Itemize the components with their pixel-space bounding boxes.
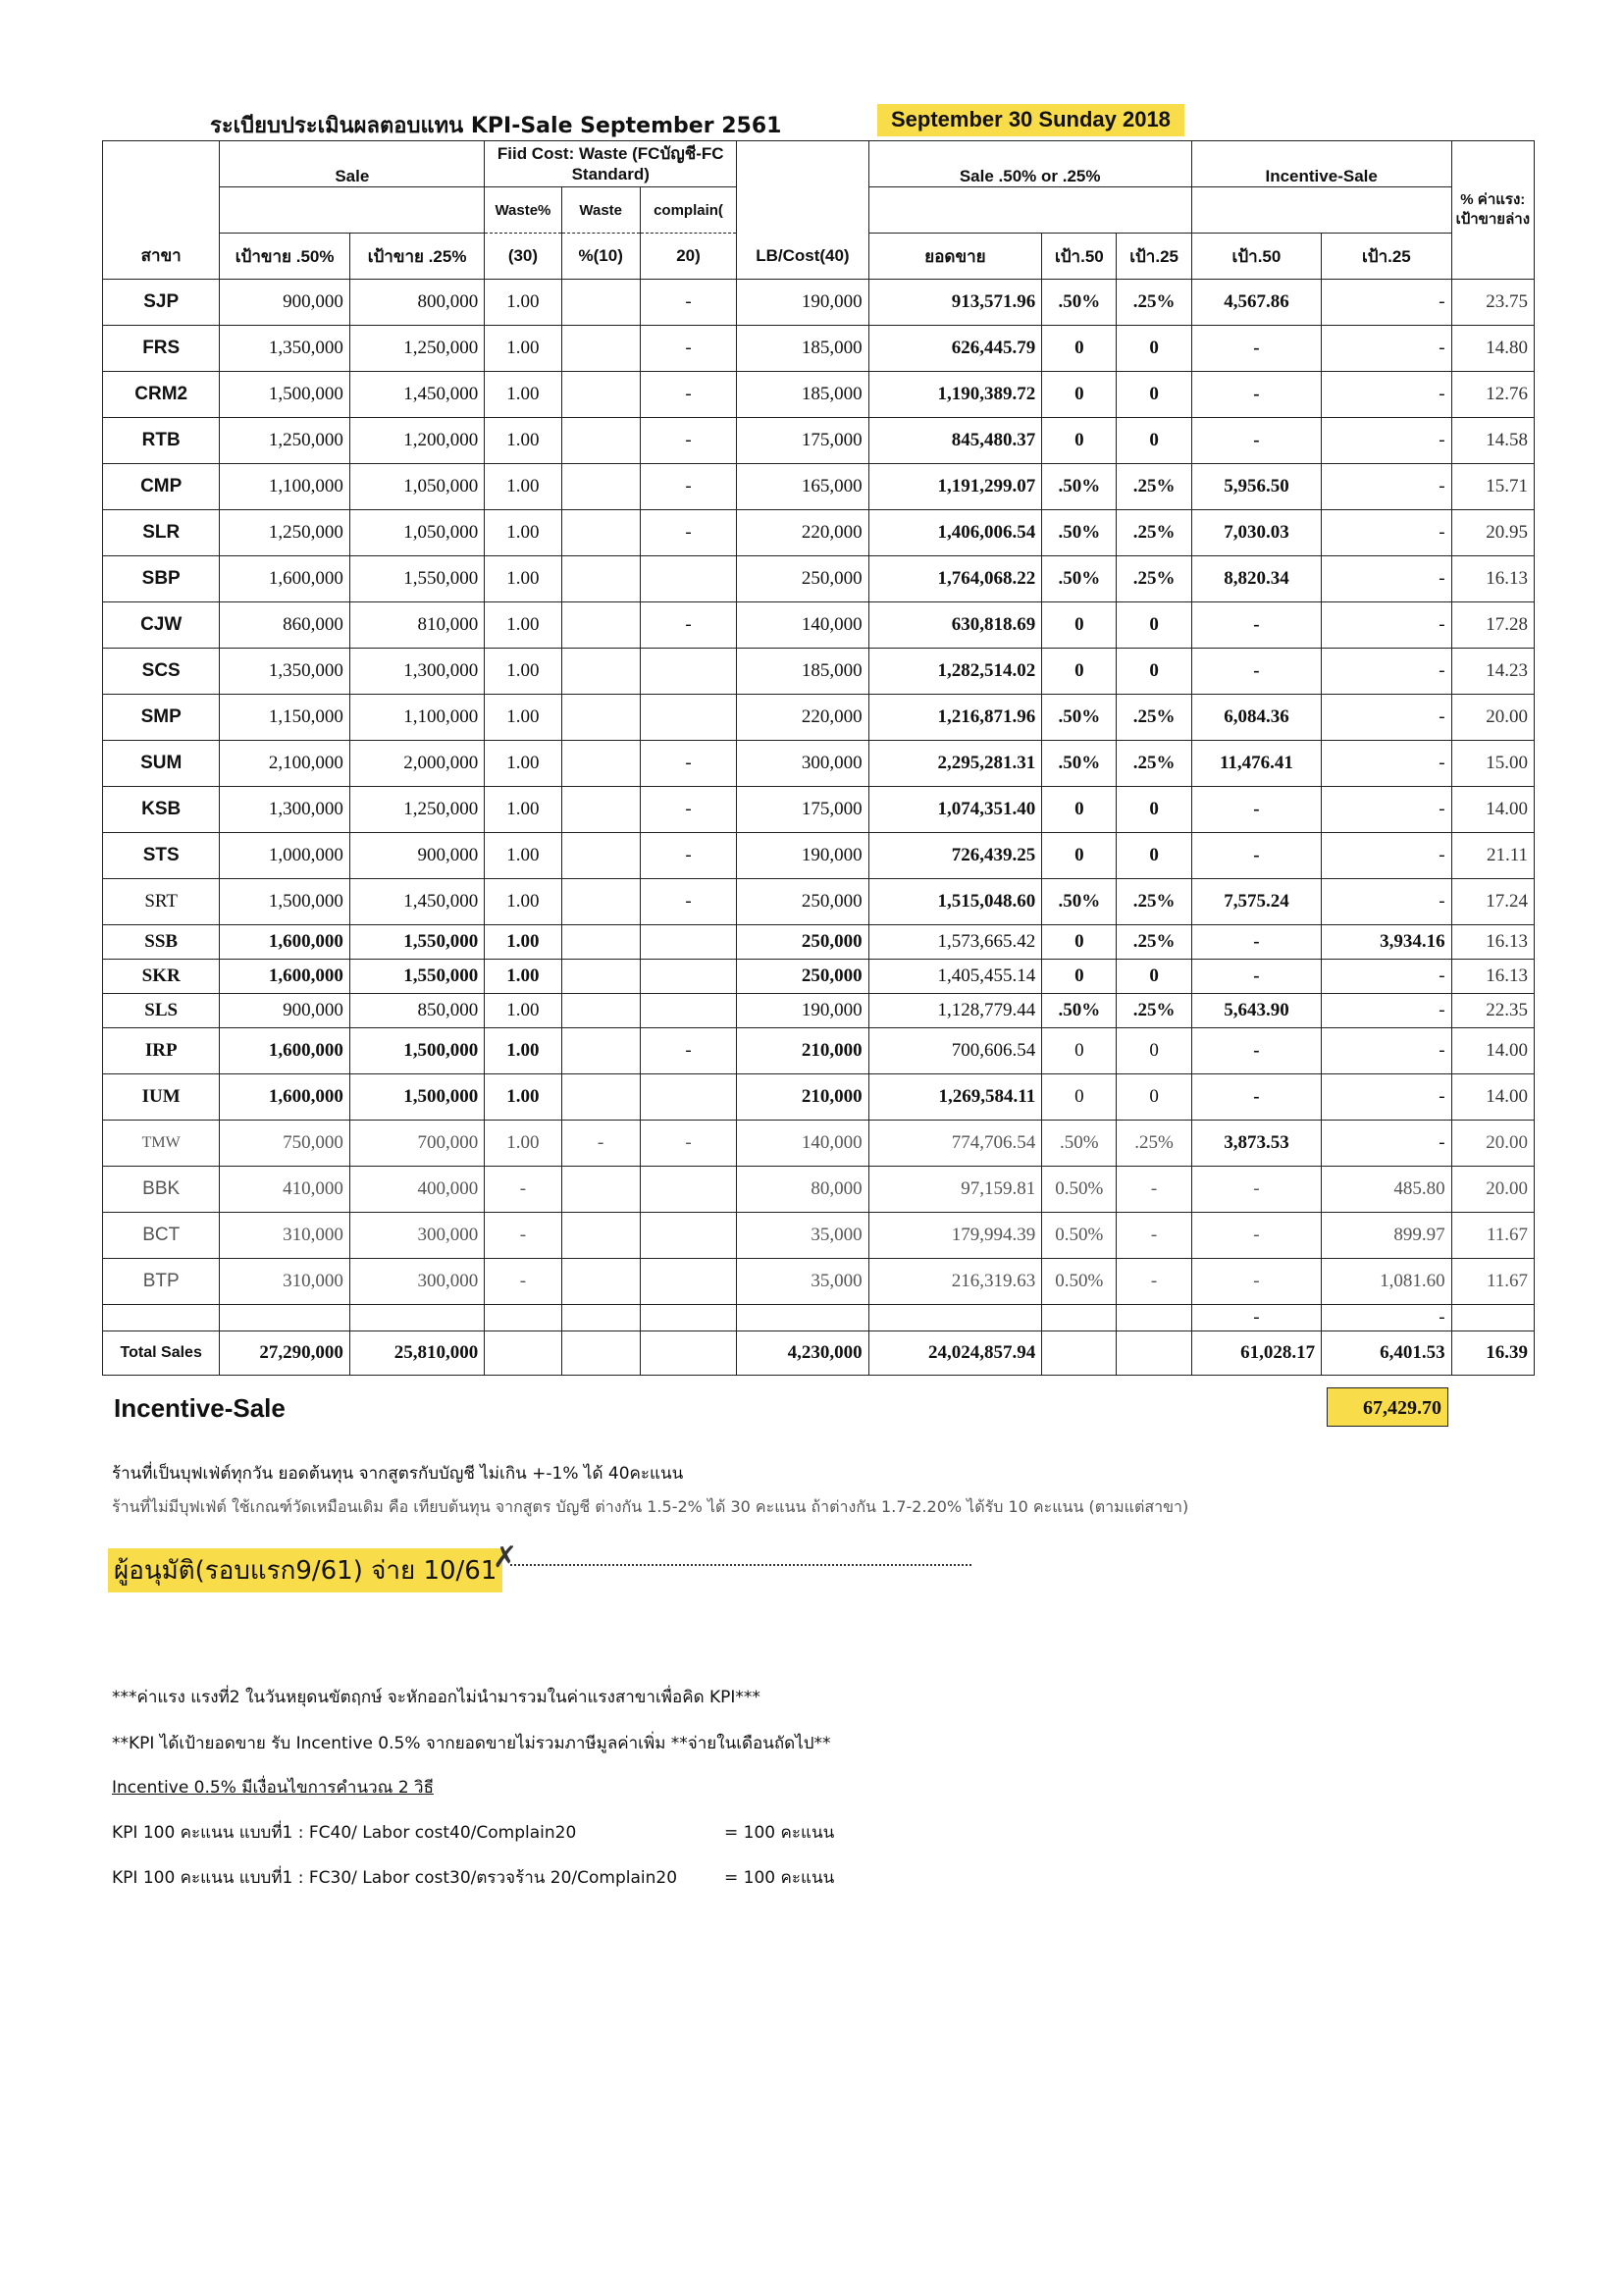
col-p50: เป้า.50 xyxy=(1042,234,1117,280)
col-fc-group: Fiid Cost: Waste (FCบัญชี-FC Standard) xyxy=(485,141,737,187)
col-waste-pct-b: (30) xyxy=(485,234,561,280)
note-labor: ***ค่าแรง แรงที่2 ในวันหยุดนขัตฤกษ์ จะหักออกไม่นำมารวมในค่าแรงสาขาเพื่อคิด KPI*** xyxy=(112,1688,760,1707)
incentive-total: 67,429.70 xyxy=(1327,1387,1448,1427)
col-target25: เป้าขาย .25% xyxy=(349,234,484,280)
note-kpi: **KPI ได้เป้ายอดขาย รับ Incentive 0.5% จากยอดขายไม่รวมภาษีมูลค่าเพิ่ม **จ่ายในเดือนถัดไป** xyxy=(112,1734,831,1753)
table-row: CRM2 1,500,000 1,450,000 1.00 - 185,000 1,190,389.72 0 0 - - 12.76 xyxy=(103,372,1535,418)
table-row: TMW 750,000 700,000 1.00 - - 140,000 774,706.54 .50% .25% 3,873.53 - 20.00 xyxy=(103,1121,1535,1167)
table-row: SLS 900,000 850,000 1.00 190,000 1,128,779.44 .50% .25% 5,643.90 - 22.35 xyxy=(103,994,1535,1028)
note-kpi-method-2-score: = 100 คะแนน xyxy=(724,1868,835,1888)
table-row: IRP 1,600,000 1,500,000 1.00 - 210,000 700,606.54 0 0 - - 14.00 xyxy=(103,1028,1535,1074)
approval-label: ผู้อนุมัติ(รอบแรก9/61) จ่าย 10/61 xyxy=(108,1548,502,1592)
note-kpi-method-1-score: = 100 คะแนน xyxy=(724,1823,835,1843)
col-labor: % ค่าแรง: เป้าขายล่าง xyxy=(1451,141,1534,280)
col-lbcost: LB/Cost(40) xyxy=(737,234,868,280)
col-sale-group: Sale xyxy=(220,141,485,187)
report-date: September 30 Sunday 2018 xyxy=(877,104,1184,136)
table-row: SSB 1,600,000 1,550,000 1.00 250,000 1,573,665.42 0 .25% - 3,934.16 16.13 xyxy=(103,925,1535,960)
col-complain-b: 20) xyxy=(640,234,736,280)
table-row: CJW 860,000 810,000 1.00 - 140,000 630,818.69 0 0 - - 17.28 xyxy=(103,602,1535,649)
header xyxy=(210,108,1250,139)
signature-line xyxy=(510,1564,971,1566)
col-i25: เป้า.25 xyxy=(1322,234,1451,280)
table-row: KSB 1,300,000 1,250,000 1.00 - 175,000 1,074,351.40 0 0 - - 14.00 xyxy=(103,787,1535,833)
col-sale-pct-group: Sale .50% or .25% xyxy=(868,141,1191,187)
note-kpi-method-2: KPI 100 คะแนน แบบที่1 : FC30/ Labor cost30/ตรวจร้าน 20/Complain20 xyxy=(112,1868,678,1888)
incentive-label: Incentive-Sale xyxy=(114,1393,286,1423)
check-mark-icon: ✗ xyxy=(493,1540,518,1575)
table-row-blank: - - xyxy=(103,1305,1535,1331)
col-waste-pct-a: Waste% xyxy=(485,187,561,234)
col-i50: เป้า.50 xyxy=(1191,234,1321,280)
table-row: SJP 900,000 800,000 1.00 - 190,000 913,571.96 .50% .25% 4,567.86 - 23.75 xyxy=(103,280,1535,326)
col-target50: เป้าขาย .50% xyxy=(220,234,349,280)
table-row: BTP 310,000 300,000 - 35,000 216,319.63 0.50% - - 1,081.60 11.67 xyxy=(103,1259,1535,1305)
col-waste10-b: %(10) xyxy=(561,234,640,280)
col-waste10-a: Waste xyxy=(561,187,640,234)
kpi-table xyxy=(102,140,1535,1376)
note-conditions: Incentive 0.5% มีเงื่อนไขการคำนวณ 2 วิธี xyxy=(112,1778,434,1798)
total-row: Total Sales 27,290,000 25,810,000 4,230,000 24,024,857.94 61,028.17 6,401.53 16.39 xyxy=(103,1331,1535,1376)
table-row: SKR 1,600,000 1,550,000 1.00 250,000 1,405,455.14 0 0 - - 16.13 xyxy=(103,960,1535,994)
table-row: SRT 1,500,000 1,450,000 1.00 - 250,000 1,515,048.60 .50% .25% 7,575.24 - 17.24 xyxy=(103,879,1535,925)
note-kpi-method-1: KPI 100 คะแนน แบบที่1 : FC40/ Labor cost40/Complain20 xyxy=(112,1823,577,1843)
note-non-buffet: ร้านที่ไม่มีบุฟเฟ่ต์ ใช้เกณฑ์วัดเหมือนเดิม คือ เทียบต้นทุน จากสูตร บัญชี ต่างกัน 1.5-2% ได้ 30 คะแนน ถ้าต่างกัน 1.7-2.20% ได้รับ 10 คะแนน (ตามแต่สาขา) xyxy=(112,1497,1189,1516)
table-row: IUM 1,600,000 1,500,000 1.00 210,000 1,269,584.11 0 0 - - 14.00 xyxy=(103,1074,1535,1121)
table-row: STS 1,000,000 900,000 1.00 - 190,000 726,439.25 0 0 - - 21.11 xyxy=(103,833,1535,879)
table-row: FRS 1,350,000 1,250,000 1.00 - 185,000 626,445.79 0 0 - - 14.80 xyxy=(103,326,1535,372)
table-row: BCT 310,000 300,000 - 35,000 179,994.39 0.50% - - 899.97 11.67 xyxy=(103,1213,1535,1259)
note-buffet: ร้านที่เป็นบุฟเฟ่ต์ทุกวัน ยอดต้นทุน จากสูตรกับบัญชี ไม่เกิน +-1% ได้ 40คะแนน xyxy=(112,1464,684,1484)
col-complain-a: complain( xyxy=(640,187,736,234)
table-row: SMP 1,150,000 1,100,000 1.00 220,000 1,216,871.96 .50% .25% 6,084.36 - 20.00 xyxy=(103,695,1535,741)
col-p25: เป้า.25 xyxy=(1117,234,1191,280)
table-row: CMP 1,100,000 1,050,000 1.00 - 165,000 1,191,299.07 .50% .25% 5,956.50 - 15.71 xyxy=(103,464,1535,510)
page-title: ระเบียบประเมินผลตอบแทน KPI-Sale September 2561 xyxy=(210,114,782,138)
col-incentive-group: Incentive-Sale xyxy=(1191,141,1451,187)
col-sales: ยอดขาย xyxy=(868,234,1042,280)
table-row: SLR 1,250,000 1,050,000 1.00 - 220,000 1,406,006.54 .50% .25% 7,030.03 - 20.95 xyxy=(103,510,1535,556)
table-row: BBK 410,000 400,000 - 80,000 97,159.81 0.50% - - 485.80 20.00 xyxy=(103,1167,1535,1213)
table-row: SCS 1,350,000 1,300,000 1.00 185,000 1,282,514.02 0 0 - - 14.23 xyxy=(103,649,1535,695)
table-row: SUM 2,100,000 2,000,000 1.00 - 300,000 2,295,281.31 .50% .25% 11,476.41 - 15.00 xyxy=(103,741,1535,787)
table-row: SBP 1,600,000 1,550,000 1.00 250,000 1,764,068.22 .50% .25% 8,820.34 - 16.13 xyxy=(103,556,1535,602)
table-row: RTB 1,250,000 1,200,000 1.00 - 175,000 845,480.37 0 0 - - 14.58 xyxy=(103,418,1535,464)
col-branch: สาขา xyxy=(103,234,220,280)
